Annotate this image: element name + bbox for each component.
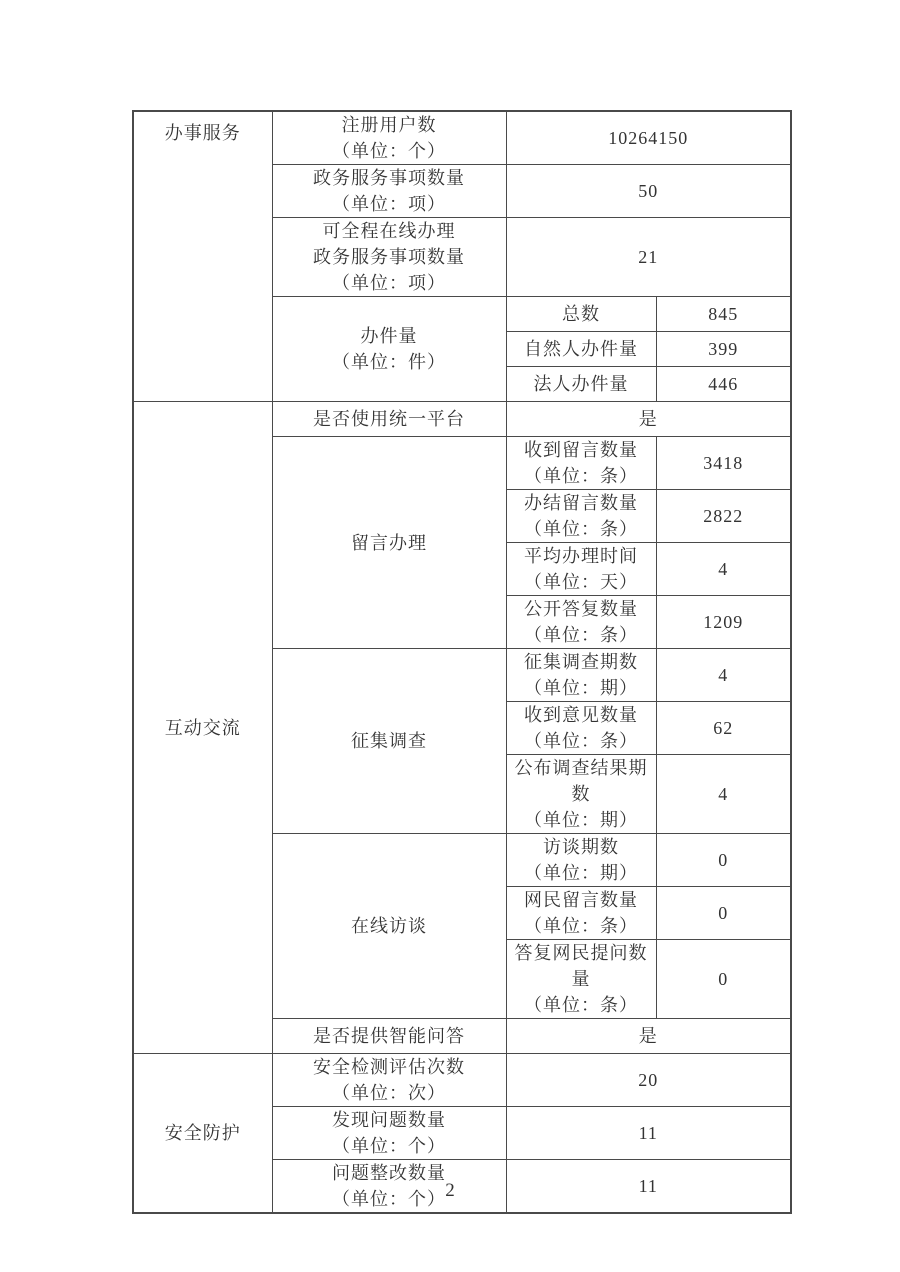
label-line: 公开答复数量	[524, 599, 638, 619]
value-cell: 1209	[656, 596, 791, 649]
label-line: 总数	[562, 304, 600, 324]
label-line: 政务服务事项数量	[313, 247, 465, 267]
category-cell	[133, 111, 272, 402]
label-line: 法人办件量	[533, 374, 629, 394]
value-cell: 50	[506, 165, 791, 218]
value-cell: 0	[656, 834, 791, 887]
item-group-label-cell	[272, 834, 506, 1019]
sub-item-label-cell	[506, 437, 656, 490]
value-cell: 11	[506, 1107, 791, 1160]
report-table-body	[133, 111, 791, 1213]
label-line: 收到留言数量	[524, 440, 638, 460]
label-line: 网民留言数量	[524, 890, 638, 910]
item-group-label-cell	[272, 649, 506, 834]
item-label-cell	[272, 165, 506, 218]
label-line: 自然人办件量	[524, 339, 638, 359]
item-label-cell	[272, 111, 506, 165]
value-cell: 2822	[656, 490, 791, 543]
label-line: 安全检测评估次数	[313, 1057, 465, 1077]
category-label: 互动交流	[164, 717, 241, 738]
label-line: 答复网民提问数量	[514, 943, 648, 989]
value-cell: 20	[506, 1054, 791, 1107]
value-cell: 是	[506, 1019, 791, 1054]
sub-item-label-cell	[506, 332, 656, 367]
sub-item-label-cell	[506, 940, 656, 1019]
table-row	[133, 402, 791, 437]
value-cell: 4	[656, 649, 791, 702]
item-label-cell	[272, 402, 506, 437]
table-row	[133, 111, 791, 165]
label-line: （单位：个）	[332, 1189, 446, 1209]
value-cell: 3418	[656, 437, 791, 490]
item-label-cell	[272, 1107, 506, 1160]
item-group-label-cell	[272, 437, 506, 649]
value-cell: 62	[656, 702, 791, 755]
item-label-cell	[272, 1054, 506, 1107]
label-line: （单位：期）	[524, 810, 638, 830]
label-line: 办结留言数量	[524, 493, 638, 513]
label-line: （单位：项）	[332, 273, 446, 293]
table-row	[133, 1054, 791, 1107]
value-cell: 0	[656, 940, 791, 1019]
value-cell: 4	[656, 543, 791, 596]
label-line: 问题整改数量	[332, 1163, 446, 1183]
label-line: （单位：条）	[524, 466, 638, 486]
label-line: 是否使用统一平台	[313, 409, 465, 429]
label-line: 征集调查	[351, 731, 427, 751]
category-cell	[133, 402, 272, 1054]
label-line: （单位：个）	[332, 141, 446, 161]
value-cell: 399	[656, 332, 791, 367]
label-line: （单位：件）	[332, 352, 446, 372]
label-line: （单位：天）	[524, 572, 638, 592]
label-line: （单位：条）	[524, 731, 638, 751]
label-line: 办件量	[360, 326, 418, 346]
label-line: 公布调查结果期数	[514, 758, 648, 804]
value-cell: 11	[506, 1160, 791, 1214]
value-cell: 0	[656, 887, 791, 940]
label-line: （单位：条）	[524, 625, 638, 645]
item-group-label-cell	[272, 297, 506, 402]
label-line: （单位：条）	[524, 995, 638, 1015]
label-line: （单位：条）	[524, 916, 638, 936]
sub-item-label-cell	[506, 490, 656, 543]
category-label: 安全防护	[164, 1123, 241, 1143]
statistics-table	[132, 110, 792, 1214]
label-line: 留言办理	[351, 532, 427, 553]
item-label-cell	[272, 1019, 506, 1054]
sub-item-label-cell	[506, 887, 656, 940]
label-line: （单位：次）	[332, 1083, 446, 1103]
value-cell: 4	[656, 755, 791, 834]
label-line: （单位：个）	[332, 1136, 446, 1156]
label-line: 政务服务事项数量	[313, 168, 465, 188]
sub-item-label-cell	[506, 297, 656, 332]
value-cell: 是	[506, 402, 791, 437]
sub-item-label-cell	[506, 543, 656, 596]
sub-item-label-cell	[506, 702, 656, 755]
category-label: 办事服务	[164, 123, 241, 143]
label-line: 在线访谈	[351, 916, 427, 936]
value-cell: 21	[506, 218, 791, 297]
label-line: （单位：期）	[524, 863, 638, 883]
label-line: 访谈期数	[543, 837, 619, 857]
value-cell: 845	[656, 297, 791, 332]
label-line: 平均办理时间	[524, 546, 638, 566]
value-cell: 446	[656, 367, 791, 402]
item-label-cell	[272, 218, 506, 297]
label-line: （单位：项）	[332, 194, 446, 214]
label-line: （单位：条）	[524, 519, 638, 539]
page-number: 2	[445, 1180, 455, 1201]
label-line: 征集调查期数	[524, 652, 638, 672]
sub-item-label-cell	[506, 596, 656, 649]
label-line: 发现问题数量	[332, 1110, 446, 1130]
sub-item-label-cell	[506, 834, 656, 887]
value-cell: 10264150	[506, 111, 791, 165]
label-line: （单位：期）	[524, 678, 638, 698]
sub-item-label-cell	[506, 755, 656, 834]
label-line: 是否提供智能问答	[313, 1026, 465, 1046]
sub-item-label-cell	[506, 367, 656, 402]
label-line: 可全程在线办理	[322, 221, 456, 241]
label-line: 收到意见数量	[524, 705, 638, 725]
sub-item-label-cell	[506, 649, 656, 702]
label-line: 注册用户数	[341, 115, 437, 135]
